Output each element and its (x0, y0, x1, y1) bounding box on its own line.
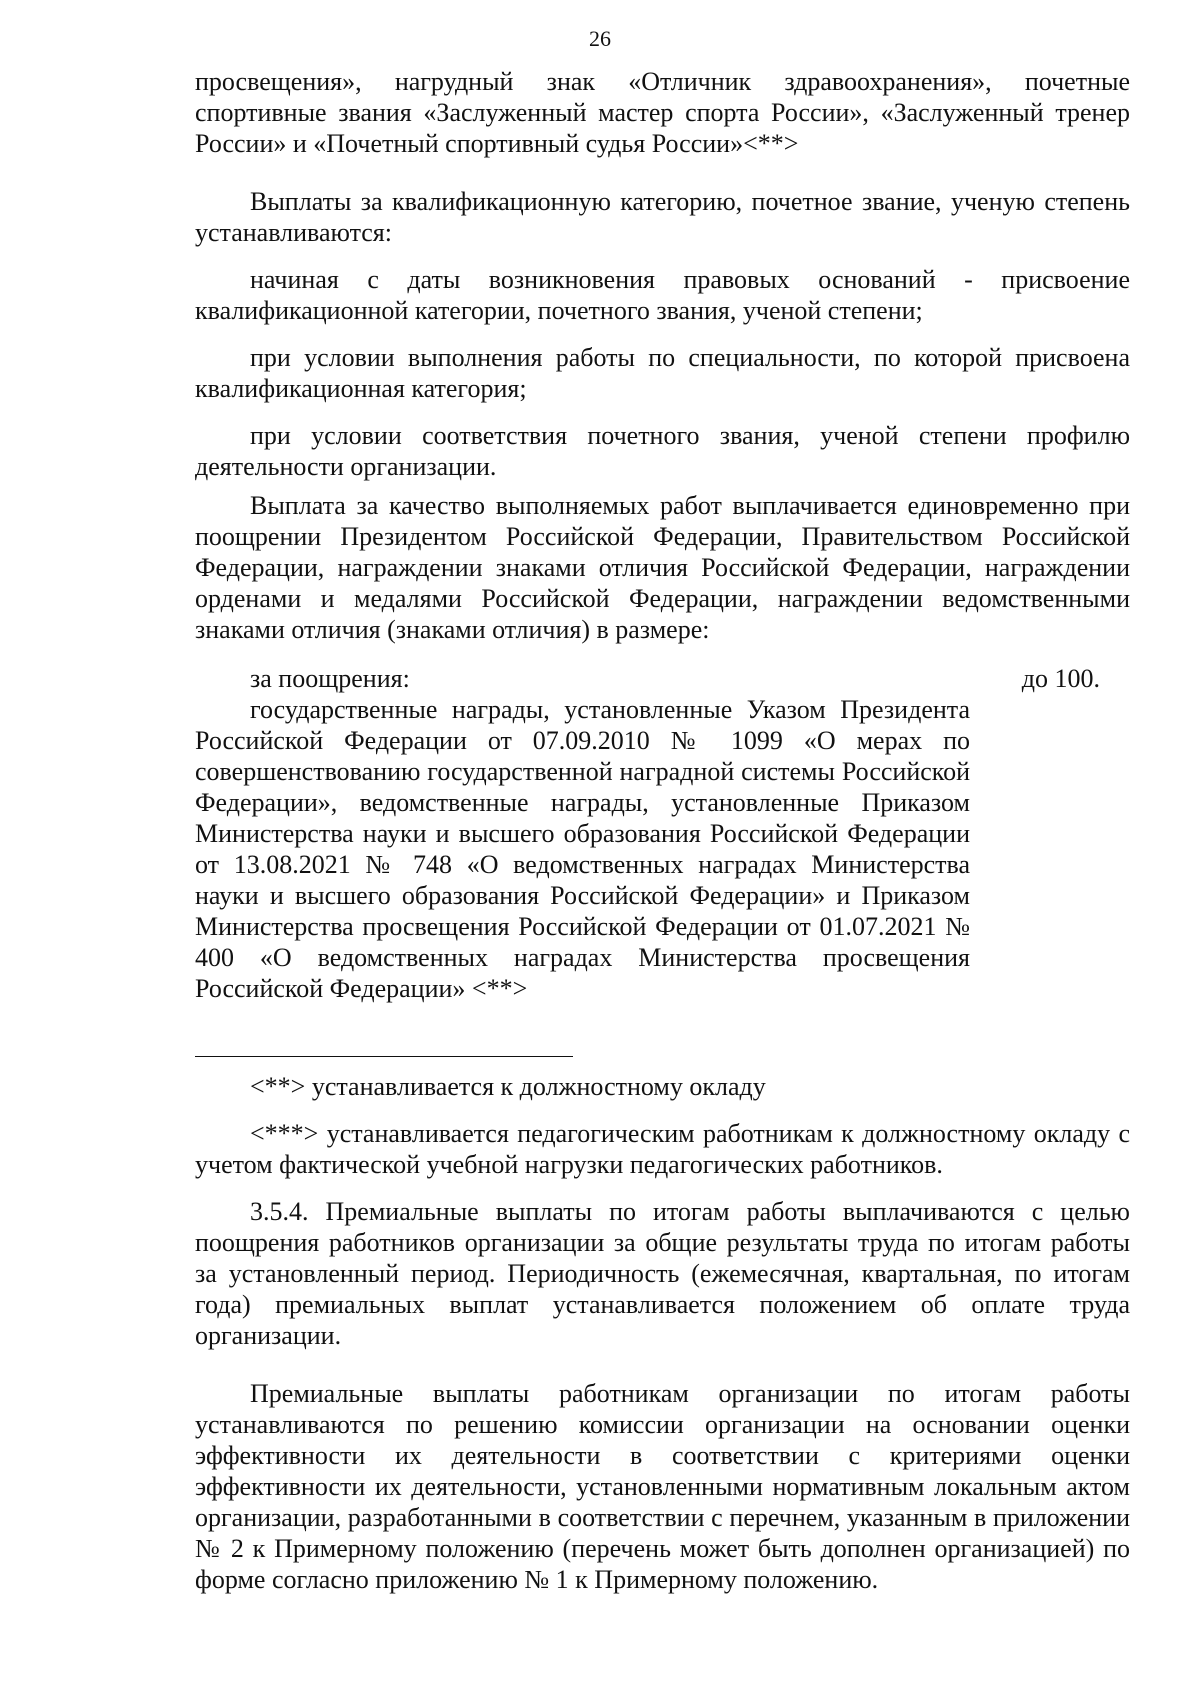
award-description: государственные награды, установленные Указом Президента Российской Федерации от 07.09.2010 № 1099 «О мерах по совершенствованию государственной наградной системы Российской Федерации», ведомственные награды, установленные Приказом Министерства науки и высшего образования Российской Федерации от 13.08.2021 № 748 «О ведомственных наградах Министерства науки и высшего образования Российской Федерации» и Приказом Министерства просвещения Российской Федерации от 01.07.2021 № 400 «О ведомственных наградах Министерства просвещения Российской Федерации» <**> (195, 695, 970, 1003)
paragraph-section-3-5-4: 3.5.4. Премиальные выплаты по итогам работы выплачиваются с целью поощрения работников организации за общие результаты труда по итогам работы за установленный период. Периодичность (ежемесячная, квартальная, по итогам года) премиальных выплат устанавливается положением об оплате труда организации. (195, 1197, 1130, 1350)
paragraph-condition-specialty: при условии выполнения работы по специальности, по которой присвоена квалификационная категория; (195, 343, 1130, 403)
paragraph-quality-payment: Выплата за качество выполняемых работ выплачивается единовременно при поощрении Президентом Российской Федерации, Правительством Российской Федерации, награждении знаками отличия Российской Федерации, награждении орденами и медалями Российской Федерации, награждении ведомственными знаками отличия (знаками отличия) в размере: (195, 491, 1130, 644)
award-label: за поощрения: (250, 664, 410, 693)
paragraph-condition-profile: при условии соответствия почетного звания, ученой степени профилю деятельности организации. (195, 421, 1130, 481)
footnote-separator (195, 1056, 573, 1057)
paragraph-condition-start-date: начиная с даты возникновения правовых оснований - присвоение квалификационной категории, почетного звания, ученой степени; (195, 265, 1130, 325)
award-value: до 100. (1021, 664, 1100, 693)
paragraph-payments-intro: Выплаты за квалификационную категорию, почетное звание, ученую степень устанавливаются: (195, 187, 1130, 247)
award-table-left-cell (195, 663, 970, 1004)
footnote-double-asterisk: <**> устанавливается к должностному окладу (250, 1072, 766, 1101)
page-number: 26 (589, 26, 611, 51)
document-body (195, 66, 1130, 1595)
footnote-triple-asterisk: <***> устанавливается педагогическим работникам к должностному окладу с учетом фактической учебной нагрузки педагогических работников. (195, 1119, 1130, 1179)
paragraph-bonus-procedure: Премиальные выплаты работникам организации по итогам работы устанавливаются по решению комиссии организации на основании оценки эффективности их деятельности в соответствии с критериями оценки эффективности их деятельности, установленными нормативным локальным актом организации, разработанными в соответствии с перечнем, указанным в приложении № 2 к Примерному положению (перечень может быть дополнен организацией) по форме согласно приложению № 1 к Примерному положению. (195, 1379, 1130, 1594)
paragraph-awards-continuation: просвещения», нагрудный знак «Отличник здравоохранения», почетные спортивные звания «Заслуженный мастер спорта России», «Заслуженный тренер России» и «Почетный спортивный судья России»<**> (195, 67, 1130, 158)
award-table-row (195, 663, 1130, 1004)
